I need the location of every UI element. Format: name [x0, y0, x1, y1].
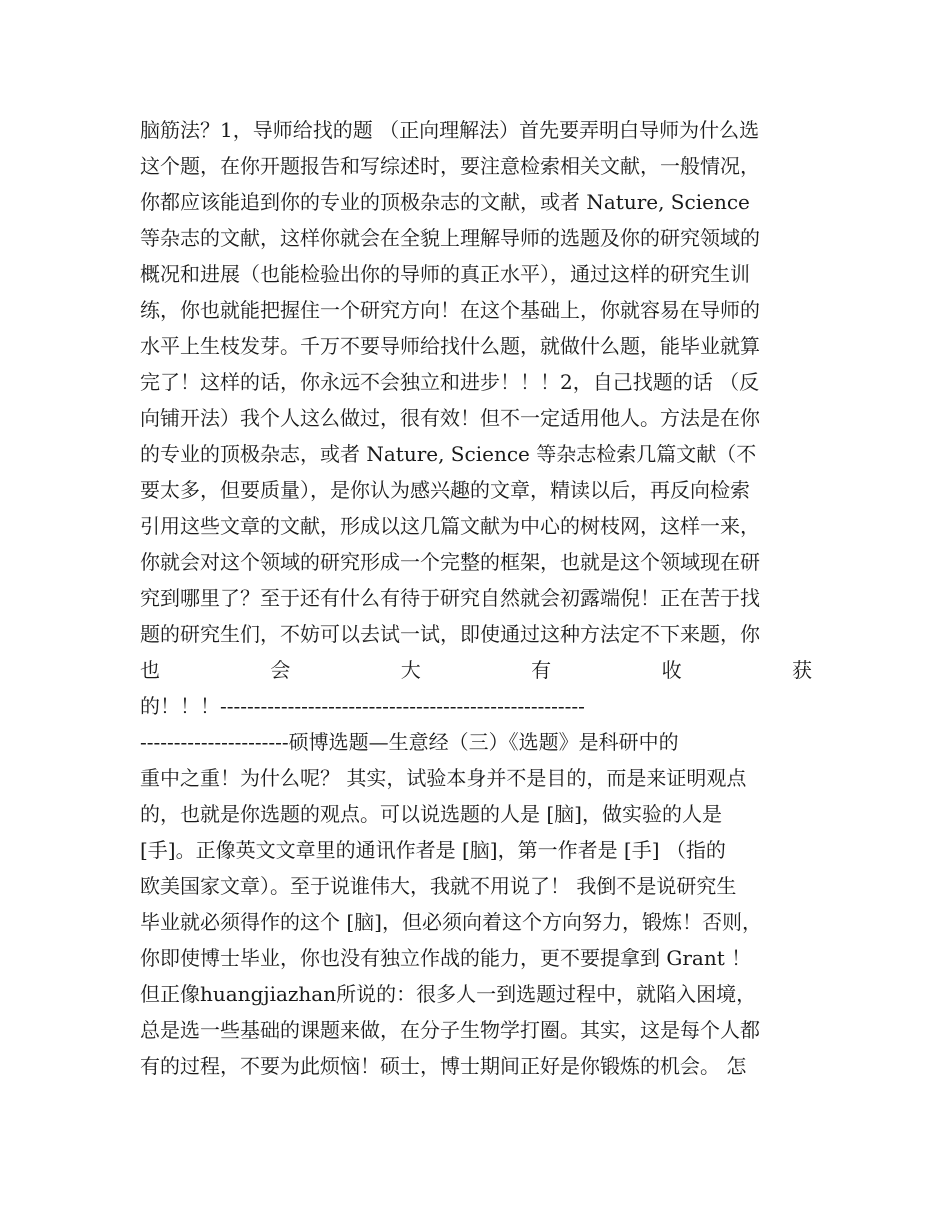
spread-char: 也 [140, 658, 160, 682]
spread-text-line [140, 652, 812, 688]
text-line: 这个题，在你开题报告和写综述时，要注意检索相关文献，一般情况， [140, 154, 760, 178]
text-line: 向铺开法）我个人这么做过，很有效！但不一定适用他人。方法是在你 [140, 406, 760, 430]
spread-char: 大 [400, 658, 421, 682]
text-line: 有的过程，不要为此烦恼！硕士，博士期间正好是你锻炼的机会。 怎 [140, 1054, 747, 1078]
text-line: 练，你也就能把握住一个研究方向！在这个基础上，你就容易在导师的 [140, 298, 760, 322]
text-line: 脑筋法？1，导师给找的题 （正向理解法）首先要弄明白导师为什么选 [140, 118, 760, 142]
text-line: 题的研究生们，不妨可以去试一试，即使通过这种方法定不下来题，你 [140, 622, 760, 646]
text-line: 水平上生枝发芽。千万不要导师给找什么题，就做什么题，能毕业就算 [140, 334, 760, 358]
body-text [140, 112, 812, 1084]
text-line: 但正像huangjiazhan所说的：很多人一到选题过程中，就陷入困境， [140, 982, 757, 1006]
text-line: 你即使博士毕业，你也没有独立作战的能力，更不要提拿到 Grant ！ [140, 946, 752, 970]
spread-char: 会 [270, 658, 291, 682]
text-line: 究到哪里了？至于还有什么有待于研究自然就会初露端倪！正在苦于找 [140, 586, 760, 610]
text-line: 的专业的顶极杂志，或者 Nature, Science 等杂志检索几篇文献（不 [140, 442, 757, 466]
text-line: 欧美国家文章）。至于说谁伟大，我就不用说了！ 我倒不是说研究生 [140, 874, 737, 898]
text-line: 引用这些文章的文献，形成以这几篇文献为中心的树枝网，这样一来， [140, 514, 760, 538]
text-line: 概况和进展（也能检验出你的导师的真正水平），通过这样的研究生训 [140, 262, 750, 286]
text-line: 重中之重！为什么呢？ 其实，试验本身并不是目的，而是来证明观点 [140, 766, 747, 790]
text-line: 等杂志的文献，这样你就会在全貌上理解导师的选题及你的研究领域的 [140, 226, 760, 250]
text-line: [手]。正像英文文章里的通讯作者是 [脑]，第一作者是 [手] （指的 [140, 838, 726, 862]
text-line: 完了！这样的话，你永远不会独立和进步！！！2，自己找题的话 （反 [140, 370, 760, 394]
spread-char: 获 [791, 658, 812, 682]
text-line: 毕业就必须得作的这个 [脑]，但必须向着这个方向努力，锻炼！否则， [140, 910, 762, 934]
text-line: 你就会对这个领域的研究形成一个完整的框架，也就是这个领域现在研 [140, 550, 760, 574]
spread-char: 收 [661, 658, 682, 682]
spread-char: 有 [531, 658, 552, 682]
text-line: 的，也就是你选题的观点。可以说选题的人是 [脑]，做实验的人是 [140, 802, 722, 826]
text-line: ----------------------硕博选题—生意经（三）《选题》是科研中的 [140, 730, 679, 754]
text-line: 总是选一些基础的课题来做，在分子生物学打圈。其实，这是每个人都 [140, 1018, 760, 1042]
text-line: 你都应该能追到你的专业的顶极杂志的文献，或者 Nature, Science [140, 190, 750, 214]
text-line: 的！！！------------------------------------------------------ [140, 694, 585, 718]
text-line: 要太多，但要质量），是你认为感兴趣的文章，精读以后，再反向检索 [140, 478, 750, 502]
